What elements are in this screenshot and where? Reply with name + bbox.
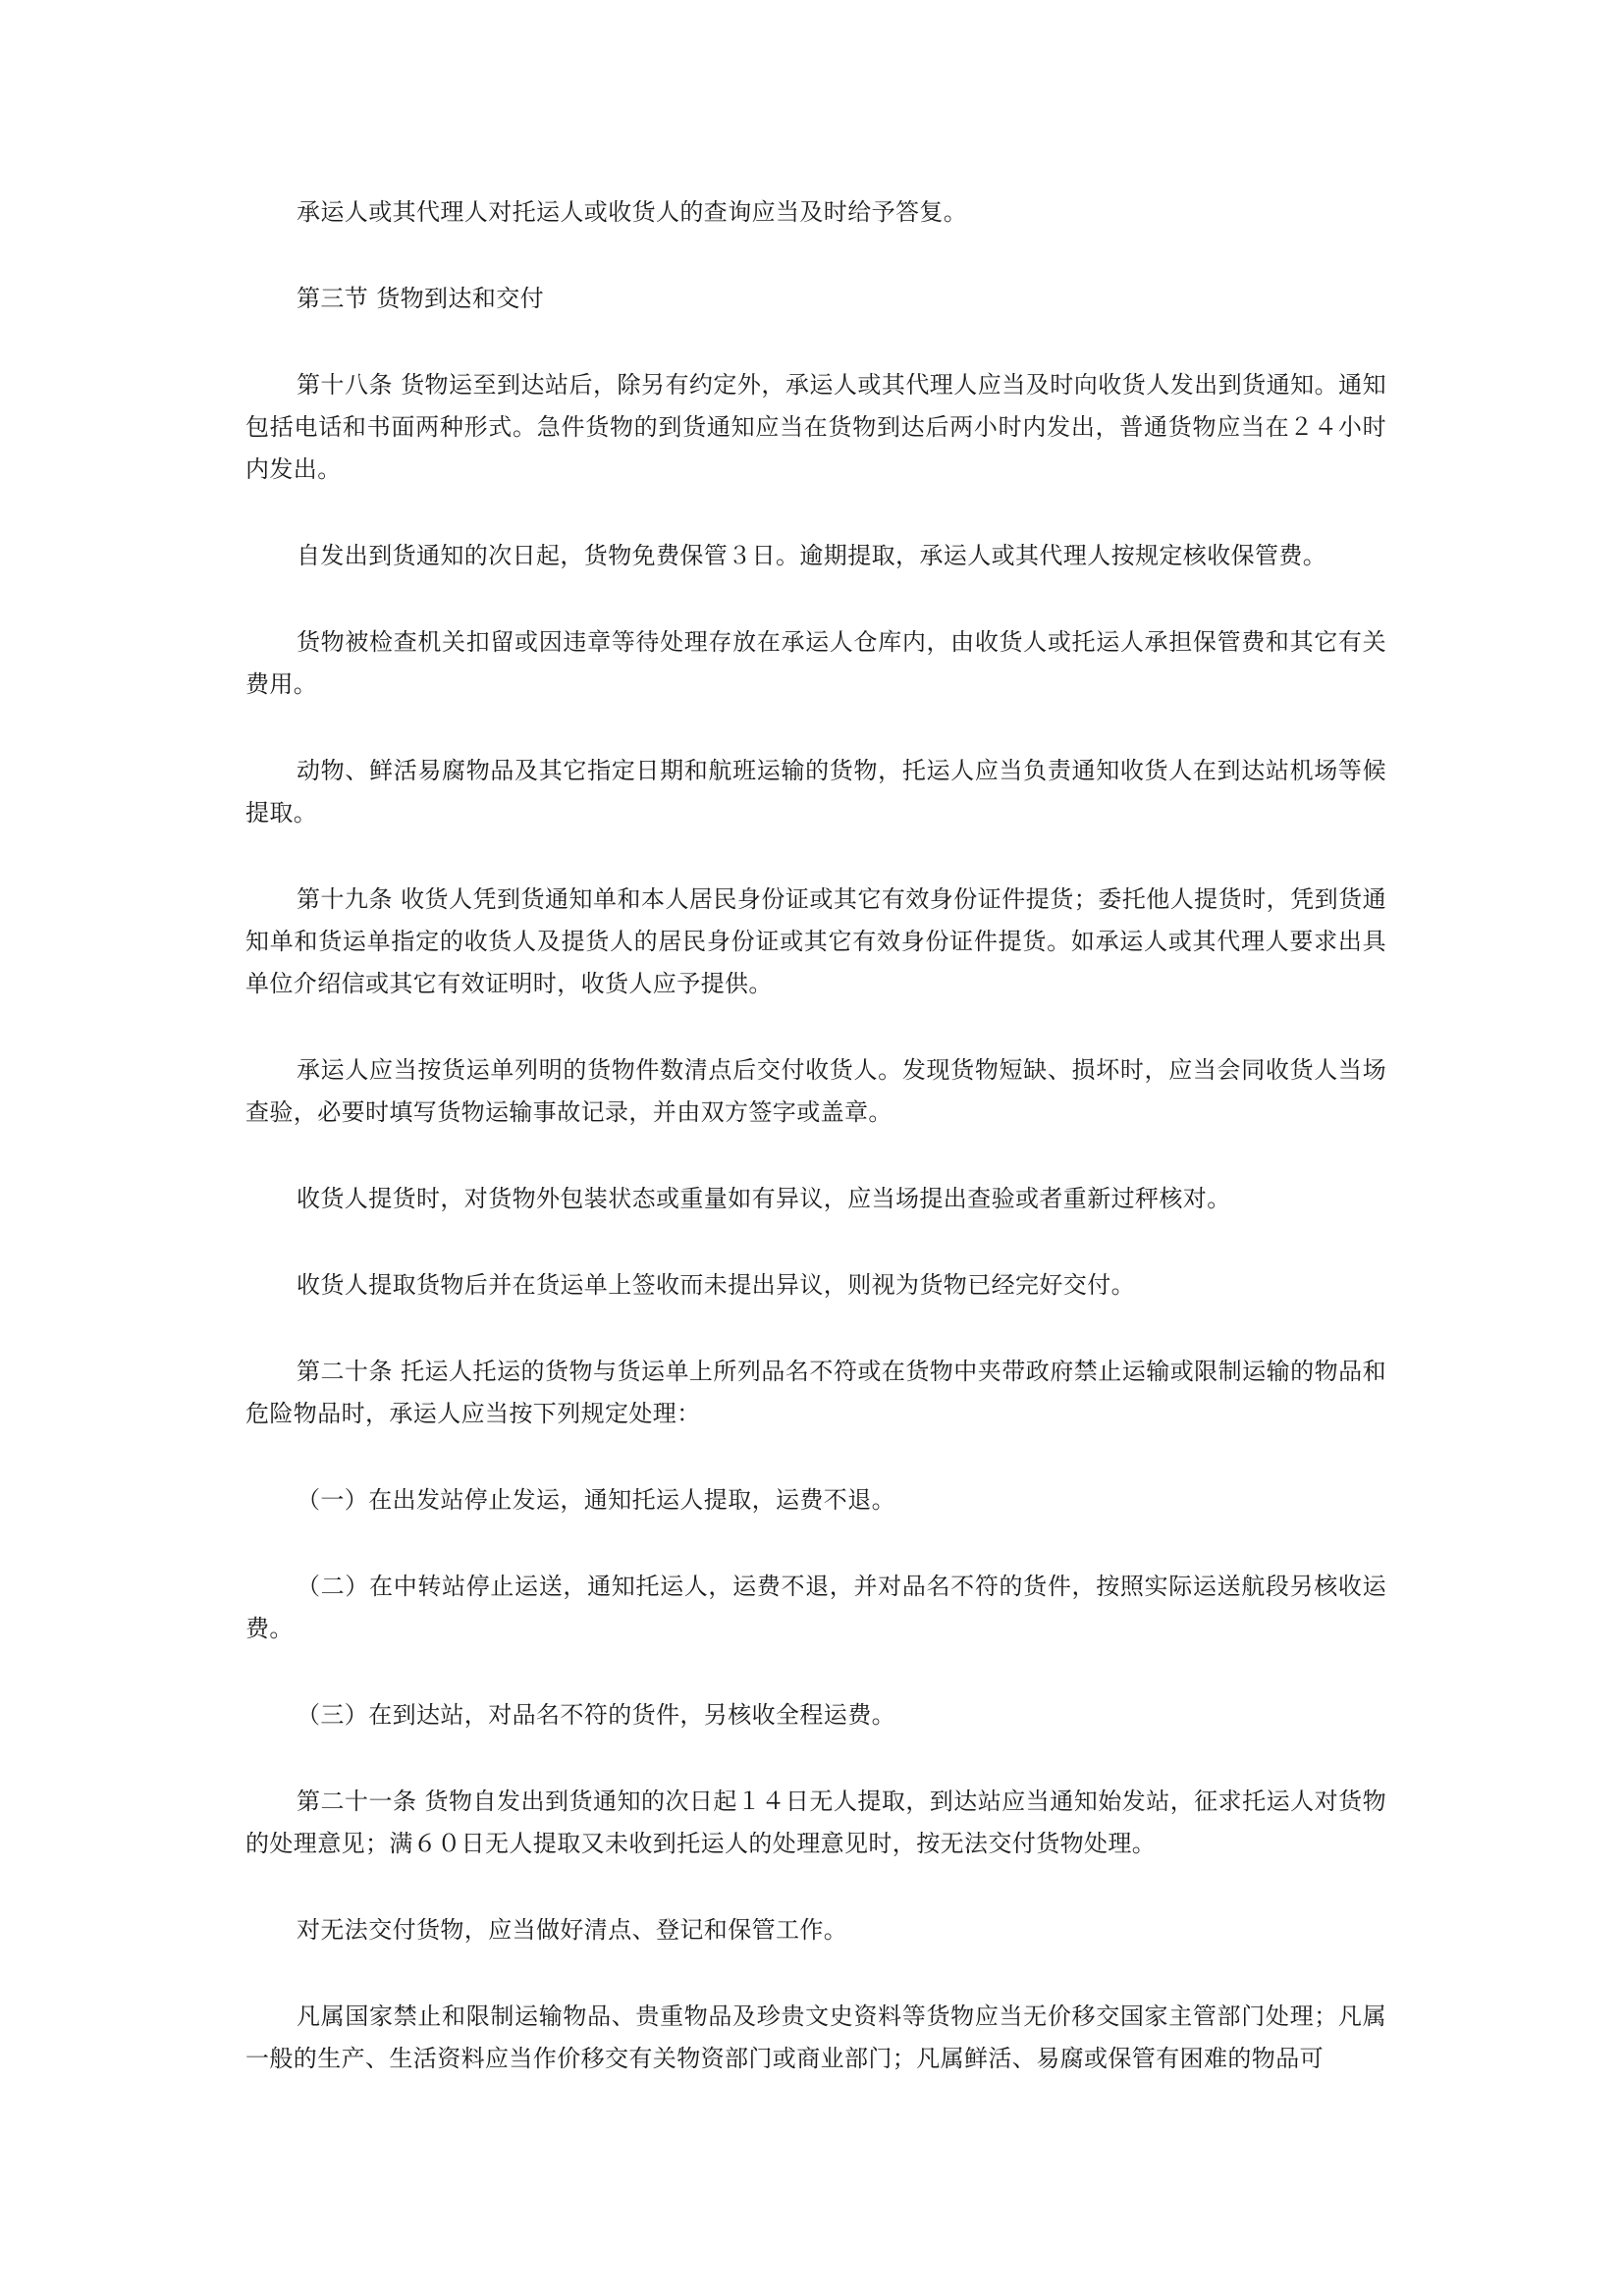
paragraph-perishables: 动物、鲜活易腐物品及其它指定日期和航班运输的货物，托运人应当负责通知收货人在到达站机场等候提取。 [245,757,1386,827]
paragraph-delivery-complete: 收货人提取货物后并在货运单上签收而未提出异议，则视为货物已经完好交付。 [297,1271,1135,1299]
paragraph-delivery-check: 承运人应当按货运单列明的货物件数清点后交付收货人。发现货物短缺、损坏时，应当会同收货人当场查验，必要时填写货物运输事故记录，并由双方签字或盖章。 [245,1056,1386,1126]
article-20-item-3: （三）在到达站，对品名不符的货件，另核收全程运费。 [297,1701,895,1729]
article-20-item-2: （二）在中转站停止运送，通知托运人，运费不退，并对品名不符的货件，按照实际运送航段另核收运费。 [245,1573,1386,1642]
paragraph-pickup-objection: 收货人提货时，对货物外包装状态或重量如有异议，应当场提出查验或者重新过秤核对。 [297,1185,1231,1212]
paragraph-detained-goods: 货物被检查机关扣留或因违章等待处理存放在承运人仓库内，由收货人或托运人承担保管费和其它有关费用。 [245,628,1386,698]
paragraph-inquiry-reply: 承运人或其代理人对托运人或收货人的查询应当及时给予答复。 [297,198,968,226]
section-heading: 第三节 货物到达和交付 [297,285,545,312]
article-18: 第十八条 货物运至到达站后，除另有约定外，承运人或其代理人应当及时向收货人发出到货通知。通知包括电话和书面两种形式。急件货物的到货通知应当在货物到达后两小时内发出，普通货物应当在２４小时内发出。 [245,371,1386,483]
article-19: 第十九条 收货人凭到货通知单和本人居民身份证或其它有效身份证件提货；委托他人提货时，凭到货通知单和货运单指定的收货人及提货人的居民身份证或其它有效身份证件提货。如承运人或其代理人要求出具单位介绍信或其它有效证明时，收货人应予提供。 [245,885,1386,997]
paragraph-disposal-rules: 凡属国家禁止和限制运输物品、贵重物品及珍贵文史资料等货物应当无价移交国家主管部门处理；凡属一般的生产、生活资料应当作价移交有关物资部门或商业部门；凡属鲜活、易腐或保管有困难的物品可 [245,2002,1386,2072]
article-21: 第二十一条 货物自发出到货通知的次日起１４日无人提取，到达站应当通知始发站，征求托运人对货物的处理意见；满６０日无人提取又未收到托运人的处理意见时，按无法交付货物处理。 [245,1788,1386,1857]
document-page [245,191,1386,2080]
paragraph-free-storage: 自发出到货通知的次日起，货物免费保管３日。逾期提取，承运人或其代理人按规定核收保管费。 [297,542,1327,569]
article-20-item-1: （一）在出发站停止发运，通知托运人提取，运费不退。 [297,1486,895,1514]
article-20: 第二十条 托运人托运的货物与货运单上所列品名不符或在货物中夹带政府禁止运输或限制运输的物品和危险物品时，承运人应当按下列规定处理： [245,1358,1386,1427]
paragraph-undeliverable-goods: 对无法交付货物，应当做好清点、登记和保管工作。 [297,1916,848,1944]
